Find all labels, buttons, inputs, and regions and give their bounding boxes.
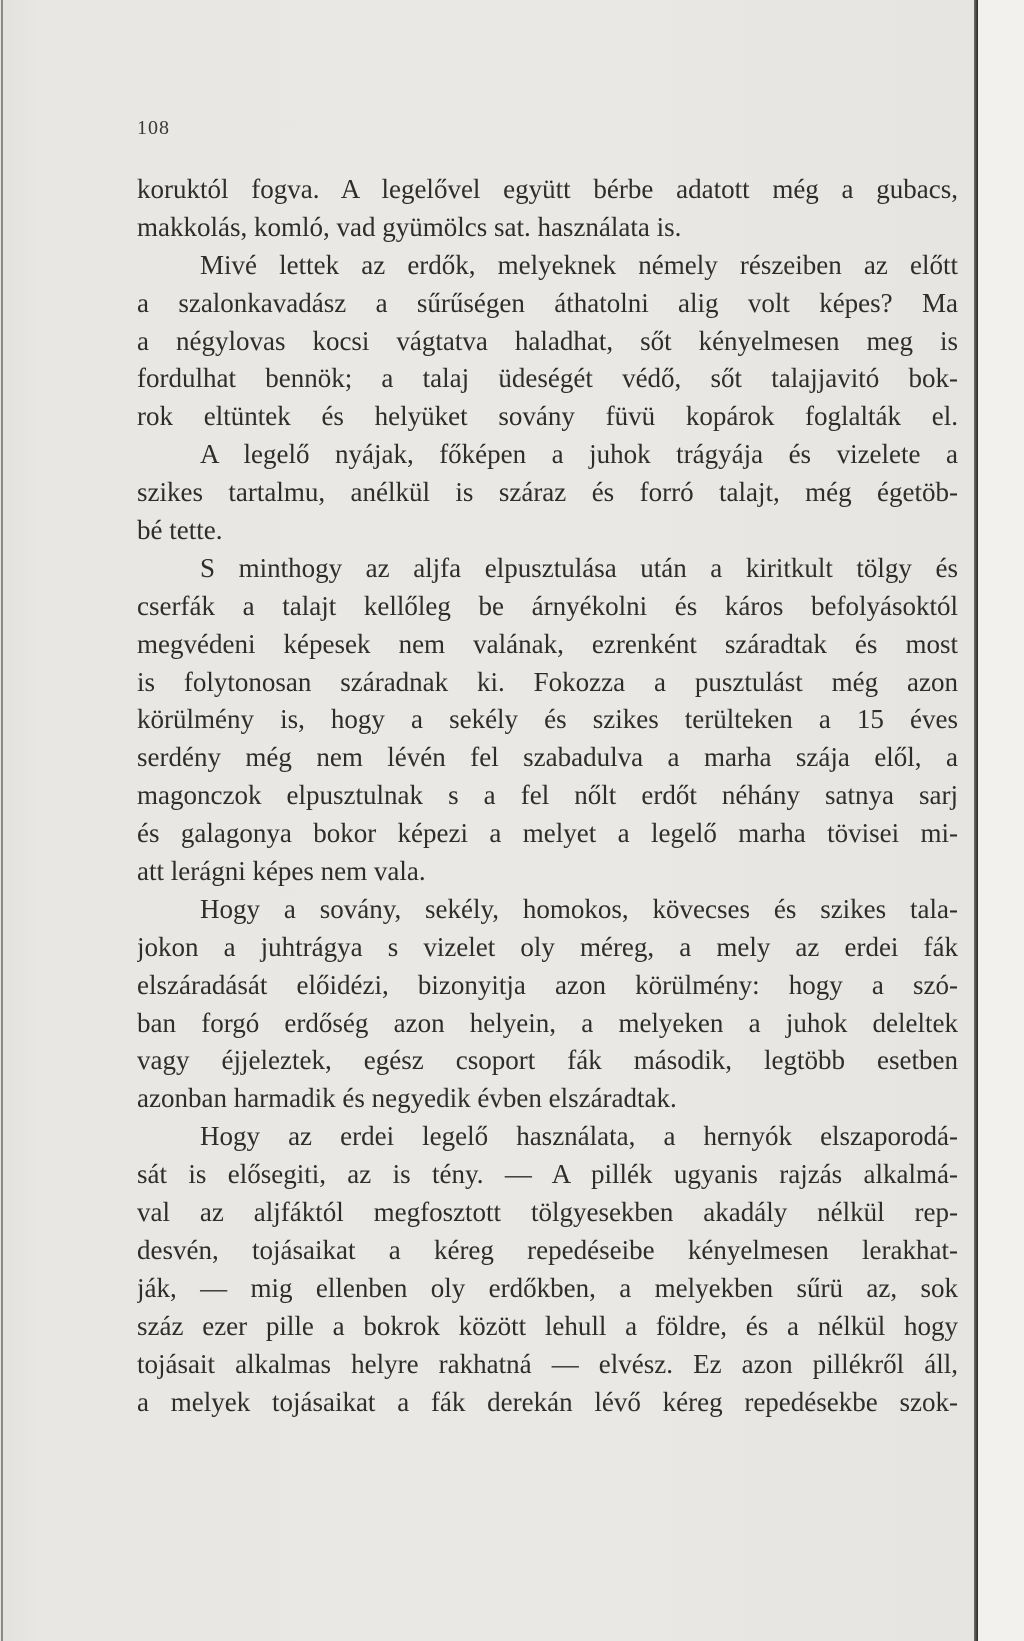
text-line: elszáradását előidézi, bizonyitja azon körülmény: hogy a szó- [137,969,958,1000]
text-line: cserfák a talajt kellőleg be árnyékolni és káros befolyásoktól [137,590,958,621]
paragraph [137,171,958,247]
text-line: A legelő nyájak, főképen a juhok trágyája és vizelete a [200,439,958,470]
page-number: 108 [137,117,170,139]
text-line: szikes tartalmu, anélkül is száraz és forró talajt, még égetöb- [137,477,958,508]
text-line: Mivé lettek az erdők, melyeknek némely részeiben az előtt [200,249,958,280]
page-margin-beyond-edge [978,0,1024,1641]
text-line: fordulhat bennök; a talaj üdeségét védő, sőt talajjavitó bok- [137,363,958,394]
text-line: S minthogy az aljfa elpusztulása után a kiritkult tölgy és [200,552,958,583]
text-line: a szalonkavadász a sűrűségen áthatolni alig volt képes? Ma [137,287,958,318]
text-line: jokon a juhtrágya s vizelet oly méreg, a mely az erdei fák [137,931,958,962]
text-line: Hogy az erdei legelő használata, a hernyók elszaporodá- [200,1121,958,1152]
text-line: ban forgó erdőség azon helyein, a melyeken a juhok deleltek [137,1007,958,1038]
body-text [137,171,958,1421]
text-line: körülmény is, hogy a sekély és szikes terülteken a 15 éves [137,704,958,735]
text-line: megvédeni képesek nem valának, ezrenként száradtak és most [137,628,958,659]
text-line: tojásait alkalmas helyre rakhatná — elvész. Ez azon pillékről áll, [137,1348,958,1379]
paragraph [137,550,958,891]
text-line: a melyek tojásaikat a fák derekán lévő kéreg repedésekbe szok- [137,1386,958,1417]
text-line: ják, — mig ellenben oly erdőkben, a melyekben sűrü az, sok [137,1272,958,1303]
text-line: sát is elősegiti, az is tény. — A pillék ugyanis rajzás alkalmá- [137,1159,958,1190]
text-line: rok eltüntek és helyüket sovány füvü kopárok foglalták el. [137,401,958,432]
text-line: vagy éjjeleztek, egész csoport fák második, legtöbb esetben [137,1045,958,1076]
paragraph [137,891,958,1118]
text-line: Hogy a sovány, sekély, homokos, kövecses és szikes tala- [200,893,958,924]
text-line: magonczok elpusztulnak s a fel nőlt erdőt néhány satnya sarj [137,780,958,811]
text-line: is folytonosan száradnak ki. Fokozza a pusztulást még azon [137,666,958,697]
text-line: att lerágni képes nem vala. [137,856,426,887]
text-line: száz ezer pille a bokrok között lehull a földre, és a nélkül hogy [137,1310,958,1341]
paragraph [137,436,958,550]
text-line: val az aljfáktól megfosztott tölgyesekben akadály nélkül rep- [137,1197,958,1228]
text-line: azonban harmadik és negyedik évben elszáradtak. [137,1083,677,1114]
paragraph [137,247,958,436]
text-line: koruktól fogva. A legelővel együtt bérbe adatott még a gubacs, [137,174,958,204]
text-line: bé tette. [137,515,223,546]
text-line: makkolás, komló, vad gyümölcs sat. használata is. [137,211,682,242]
text-line: és galagonya bokor képezi a melyet a legelő marha tövisei mi- [137,818,958,849]
paragraph [137,1118,958,1421]
text-line: serdény még nem lévén fel szabadulva a marha szája elől, a [137,742,958,773]
page-left-edge [1,0,3,1641]
text-line: desvén, tojásaikat a kéreg repedéseibe kényelmesen lerakhat- [137,1234,958,1265]
text-line: a négylovas kocsi vágtatva haladhat, sőt kényelmesen meg is [137,325,958,356]
